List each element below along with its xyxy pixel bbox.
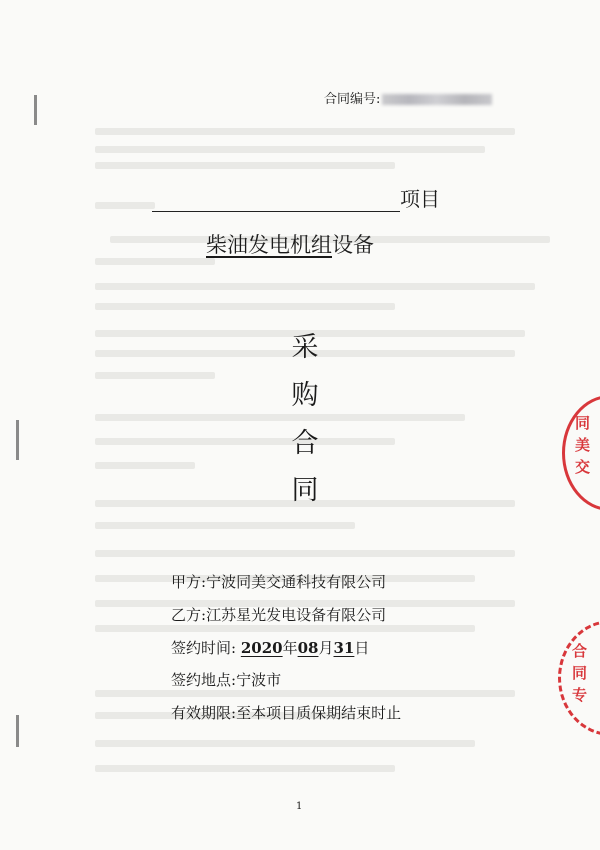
seal-bottom-text: 合同专	[572, 642, 588, 704]
sign-month: 08	[297, 639, 319, 657]
party-b-name: 江苏星光发电设备有限公司	[206, 606, 387, 624]
sign-time	[171, 637, 369, 658]
contract-number	[324, 88, 492, 107]
sign-year: 2020	[240, 639, 283, 657]
contract-number-label: 合同编号:	[324, 92, 381, 107]
equipment-rest: 设备	[332, 233, 374, 257]
equipment-underlined: 柴油发电机组	[206, 233, 332, 257]
project-suffix: 项目	[400, 187, 440, 211]
party-a-name: 宁波同美交通科技有限公司	[206, 573, 387, 591]
validity-value: 至本项目质保期结束时止	[236, 704, 402, 722]
project-name-blank	[152, 191, 400, 212]
party-b	[171, 604, 386, 625]
title-char-1: 采	[291, 332, 319, 363]
scan-edge-mark	[16, 420, 19, 460]
sign-place	[171, 669, 281, 690]
title-char-4: 同	[291, 475, 319, 506]
validity-label: 有效期限:	[171, 704, 237, 722]
scan-edge-mark	[16, 715, 19, 747]
sign-day: 31	[333, 639, 355, 657]
sign-place-label: 签约地点:	[171, 671, 237, 689]
year-unit: 年	[282, 639, 298, 657]
contract-number-redacted	[382, 94, 492, 105]
month-unit: 月	[318, 639, 334, 657]
project-title	[152, 183, 440, 212]
party-a	[171, 571, 386, 592]
seal-top-text: 同美交	[575, 414, 591, 476]
title-char-3: 合	[291, 428, 319, 459]
page-number: 1	[296, 801, 303, 812]
sign-place-value: 宁波市	[236, 671, 282, 689]
party-a-label: 甲方:	[171, 573, 207, 591]
equipment-title	[206, 229, 374, 259]
validity	[171, 702, 401, 723]
sign-time-label: 签约时间:	[171, 639, 237, 657]
scan-edge-mark	[34, 95, 37, 125]
title-char-2: 购	[291, 380, 319, 411]
day-unit: 日	[354, 639, 370, 657]
party-b-label: 乙方:	[171, 606, 207, 624]
